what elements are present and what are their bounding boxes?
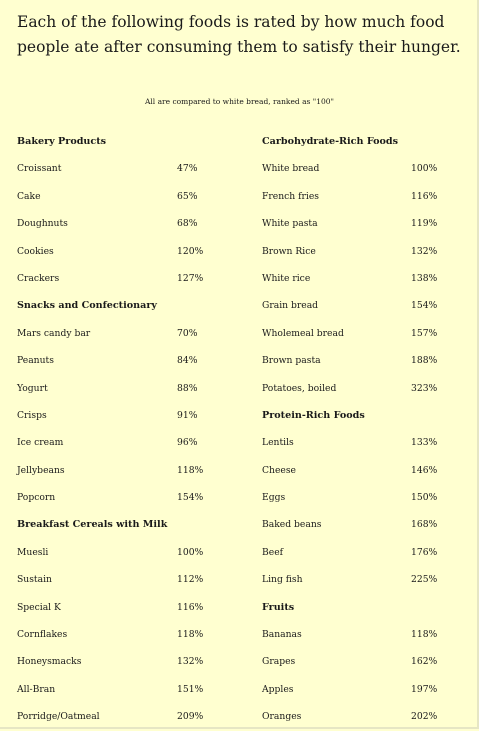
food-name: Peanuts [17,355,54,367]
category-title: Carbohydrate-Rich Foods [262,136,399,147]
food-row-honeysmacks [17,648,217,675]
food-row-cake [17,183,217,210]
food-row-oranges [262,703,462,730]
satiety-value: 120% [177,245,204,257]
food-name: White pasta [262,218,318,230]
satiety-value: 84% [177,355,198,367]
food-row-white-pasta [262,210,462,237]
satiety-value: 146% [411,464,438,476]
satiety-value: 151% [177,683,204,695]
food-row-peanuts [17,347,217,374]
category-title: Bakery Products [17,136,107,147]
food-name: Lentils [262,437,294,449]
satiety-value: 176% [411,546,438,558]
food-row-yogurt [17,375,217,402]
food-row-french-fries [262,183,462,210]
satiety-value: 157% [411,327,438,339]
food-name: Ling fish [262,574,303,586]
satiety-value: 323% [411,382,438,394]
food-name: White bread [262,163,320,175]
food-row-ling-fish [262,566,462,593]
satiety-value: 91% [177,409,198,421]
food-name: All-Bran [17,683,56,695]
food-row-mars-candy-bar [17,320,217,347]
food-name: Cake [17,190,41,202]
right-column [262,128,462,731]
food-name: Brown pasta [262,355,321,367]
satiety-value: 96% [177,437,198,449]
food-row-cornflakes [17,621,217,648]
food-name: Beef [262,546,284,558]
satiety-value: 88% [177,382,198,394]
food-row-lentils [262,429,462,456]
satiety-value: 127% [177,272,204,284]
satiety-value: 118% [177,464,204,476]
satiety-value: 119% [411,218,438,230]
food-row-baked-beans [262,511,462,538]
food-row-special-k [17,594,217,621]
satiety-value: 116% [177,601,204,613]
category-title: Protein-Rich Foods [262,409,365,421]
category-header-fruits [262,594,462,621]
satiety-value: 154% [411,300,438,312]
category-header-protein-rich-foods [262,402,462,429]
food-name: White rice [262,272,311,284]
food-name: Yogurt [17,382,48,394]
satiety-value: 209% [177,711,204,723]
satiety-value: 138% [411,272,438,284]
food-row-jellybeans [17,457,217,484]
category-header-carbohydrate-rich-foods [262,128,462,155]
food-row-bananas [262,621,462,648]
left-column [17,128,217,731]
food-row-grain-bread [262,292,462,319]
food-row-grapes [262,648,462,675]
food-name: Crackers [17,272,60,284]
food-name: Honeysmacks [17,656,82,668]
food-row-white-bread [262,155,462,182]
food-row-ice-cream [17,429,217,456]
category-title: Breakfast Cereals with Milk [17,519,168,531]
satiety-value: 118% [177,629,204,641]
satiety-value: 225% [411,574,438,586]
food-name: Cookies [17,245,54,257]
food-row-brown-rice [262,238,462,265]
satiety-value: 116% [411,190,438,202]
food-row-eggs [262,484,462,511]
food-row-cheese [262,457,462,484]
food-row-wholemeal-bread [262,320,462,347]
satiety-value: 154% [177,492,204,504]
food-row-apples [262,676,462,703]
category-header-snacks-and-confectionary [17,292,217,319]
food-name: Crisps [17,409,47,421]
food-name: Bananas [262,629,302,641]
food-row-crackers [17,265,217,292]
satiety-value: 133% [411,437,438,449]
food-name: Doughnuts [17,218,68,230]
food-row-porridge-oatmeal [17,703,217,730]
satiety-value: 68% [177,218,198,230]
food-row-popcorn [17,484,217,511]
food-name: Popcorn [17,492,56,504]
food-name: French fries [262,190,319,202]
satiety-value: 202% [411,711,438,723]
food-row-muesli [17,539,217,566]
satiety-value: 100% [177,546,204,558]
food-row-all-bran [17,676,217,703]
satiety-value: 150% [411,492,438,504]
food-name: Oranges [262,711,302,723]
satiety-value: 162% [411,656,438,668]
food-row-beef [262,539,462,566]
satiety-value: 118% [411,629,438,641]
food-name: Baked beans [262,519,322,531]
food-name: Sustain [17,574,52,586]
satiety-value: 70% [177,327,198,339]
food-name: Jellybeans [17,464,65,476]
food-name: Brown Rice [262,245,316,257]
category-header-bakery-products [17,128,217,155]
category-header-breakfast-cereals-with-milk [17,511,217,538]
category-title: Fruits [262,601,295,613]
food-name: Mars candy bar [17,327,91,339]
food-row-cookies [17,238,217,265]
category-title: Snacks and Confectionary [17,300,157,312]
food-name: Cheese [262,464,296,476]
food-name: Ice cream [17,437,64,449]
food-name: Porridge/Oatmeal [17,711,100,723]
satiety-value: 65% [177,190,198,202]
satiety-value: 168% [411,519,438,531]
food-name: Eggs [262,492,286,504]
food-row-brown-pasta [262,347,462,374]
page-headline: Each of the following foods is rated by how much food people ate after consuming them to satisfy their hunger. [17,13,461,56]
food-name: Apples [262,683,294,695]
satiety-value: 112% [177,574,204,586]
comparison-note: All are compared to white bread, ranked as "100" [144,97,335,106]
food-row-sustain [17,566,217,593]
food-row-white-rice [262,265,462,292]
food-name: Wholemeal bread [262,327,344,339]
satiety-value: 100% [411,163,438,175]
food-row-croissant [17,155,217,182]
food-name: Muesli [17,546,49,558]
food-name: Potatoes, boiled [262,382,337,394]
satiety-value: 188% [411,355,438,367]
satiety-value: 132% [411,245,438,257]
food-row-doughnuts [17,210,217,237]
food-name: Grain bread [262,300,319,312]
satiety-value: 197% [411,683,438,695]
satiety-value: 47% [177,163,198,175]
food-name: Croissant [17,163,62,175]
food-name: Special K [17,601,61,613]
food-row-potatoes-boiled [262,375,462,402]
food-row-crisps [17,402,217,429]
food-name: Cornflakes [17,629,68,641]
food-name: Grapes [262,656,296,668]
satiety-value: 132% [177,656,204,668]
